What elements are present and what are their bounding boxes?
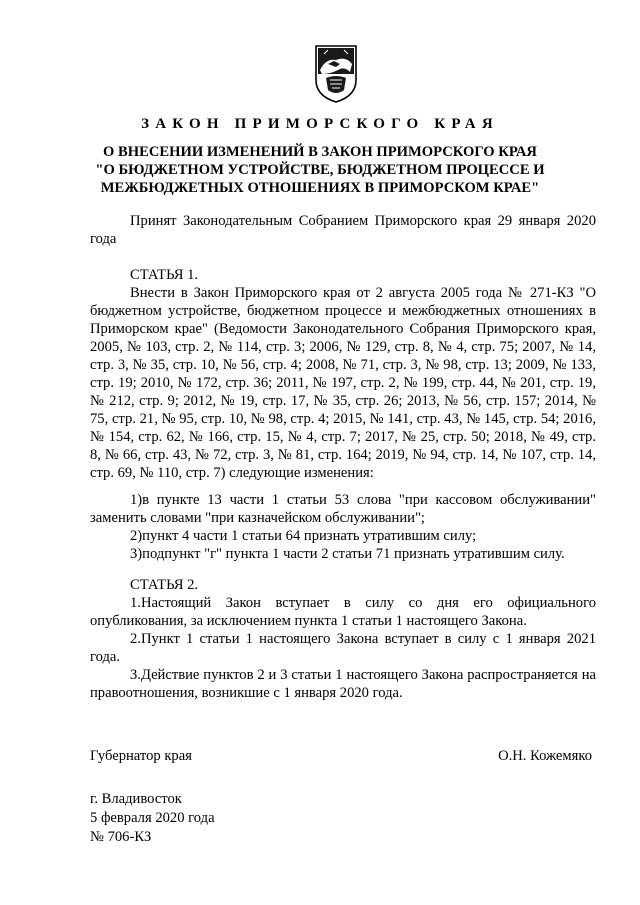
document-footer xyxy=(90,790,215,847)
signatory-position: Губернатор края xyxy=(90,748,192,764)
article-2-item: 3.Действие пунктов 2 и 3 статьи 1 настоящего Закона распространяется на правоотношения, возникшие с 1 января 2020 года. xyxy=(90,667,596,701)
article-1-item: 1)в пункте 13 части 1 статьи 53 слова "при кассовом обслуживании" заменить словами "при казначейском обслуживании"; xyxy=(90,492,596,526)
subtitle-line: О ВНЕСЕНИИ ИЗМЕНЕНИЙ В ЗАКОН ПРИМОРСКОГО КРАЯ xyxy=(103,144,537,160)
primorsky-krai-coat-of-arms-icon xyxy=(314,44,358,104)
article-1-intro: Внести в Закон Приморского края от 2 августа 2005 года № 271-КЗ "О бюджетном устройстве, бюджетном процессе и межбюджетных отношениях в Приморском крае" (Ведомости Законодательного Собрания Приморского края, 2005, № 103, стр. 2, № 114, стр. 3; 2006, № 129, стр. 8, № 4, стр. 75; 2007, № 14, стр. 3, № 35, стр. 10, № 56, стр. 4; 2008, № 71, стр. 3, № 98, стр. 13; 2009, № 133, стр. 19; 2010, № 172, стр. 36; 2011, № 197, стр. 2, № 199, стр. 44, № 201, стр. 19, № 212, стр. 9; 2012, № 19, стр. 17, № 35, стр. 26; 2013, № 56, стр. 157; 2014, № 75, стр. 21, № 95, стр. 10, № 98, стр. 4; 2015, № 141, стр. 43, № 145, стр. 54; 2016, № 154, стр. 62, № 166, стр. 15, № 4, стр. 7; 2017, № 25, стр. 50; 2018, № 49, стр. 8, № 66, стр. 43, № 72, стр. 3, № 81, стр. 164; 2019, № 94, стр. 14, № 107, стр. 14, стр. 69, № 110, стр. 7) следующие изменения: xyxy=(90,285,596,481)
article-2-item: 2.Пункт 1 статьи 1 настоящего Закона вступает в силу с 1 января 2021 года. xyxy=(90,631,596,665)
article-1-item: 3)подпункт "г" пункта 1 части 2 статьи 71 признать утратившим силу. xyxy=(130,546,565,562)
adoption-note: Принят Законодательным Собранием Приморского края 29 января 2020 года xyxy=(90,213,596,247)
footer-city: г. Владивосток xyxy=(90,791,182,807)
law-title: ЗАКОН ПРИМОРСКОГО КРАЯ xyxy=(141,116,499,132)
subtitle-line: МЕЖБЮДЖЕТНЫХ ОТНОШЕНИЯХ В ПРИМОРСКОМ КРАЕ" xyxy=(100,180,540,196)
article-2-item: 1.Настоящий Закон вступает в силу со дня его официального опубликования, за исключением пункта 1 статьи 1 настоящего Закона. xyxy=(90,595,596,629)
article-1-heading: СТАТЬЯ 1. xyxy=(130,267,199,283)
signatory-name: О.Н. Кожемяко xyxy=(498,748,592,764)
law-subtitle xyxy=(60,143,580,197)
footer-number: № 706-КЗ xyxy=(90,829,152,845)
footer-date: 5 февраля 2020 года xyxy=(90,810,215,826)
article-2-heading: СТАТЬЯ 2. xyxy=(130,577,199,593)
article-1-item: 2)пункт 4 части 1 статьи 64 признать утратившим силу; xyxy=(130,528,477,544)
subtitle-line: "О БЮДЖЕТНОМ УСТРОЙСТВЕ, БЮДЖЕТНОМ ПРОЦЕССЕ И xyxy=(95,162,545,178)
